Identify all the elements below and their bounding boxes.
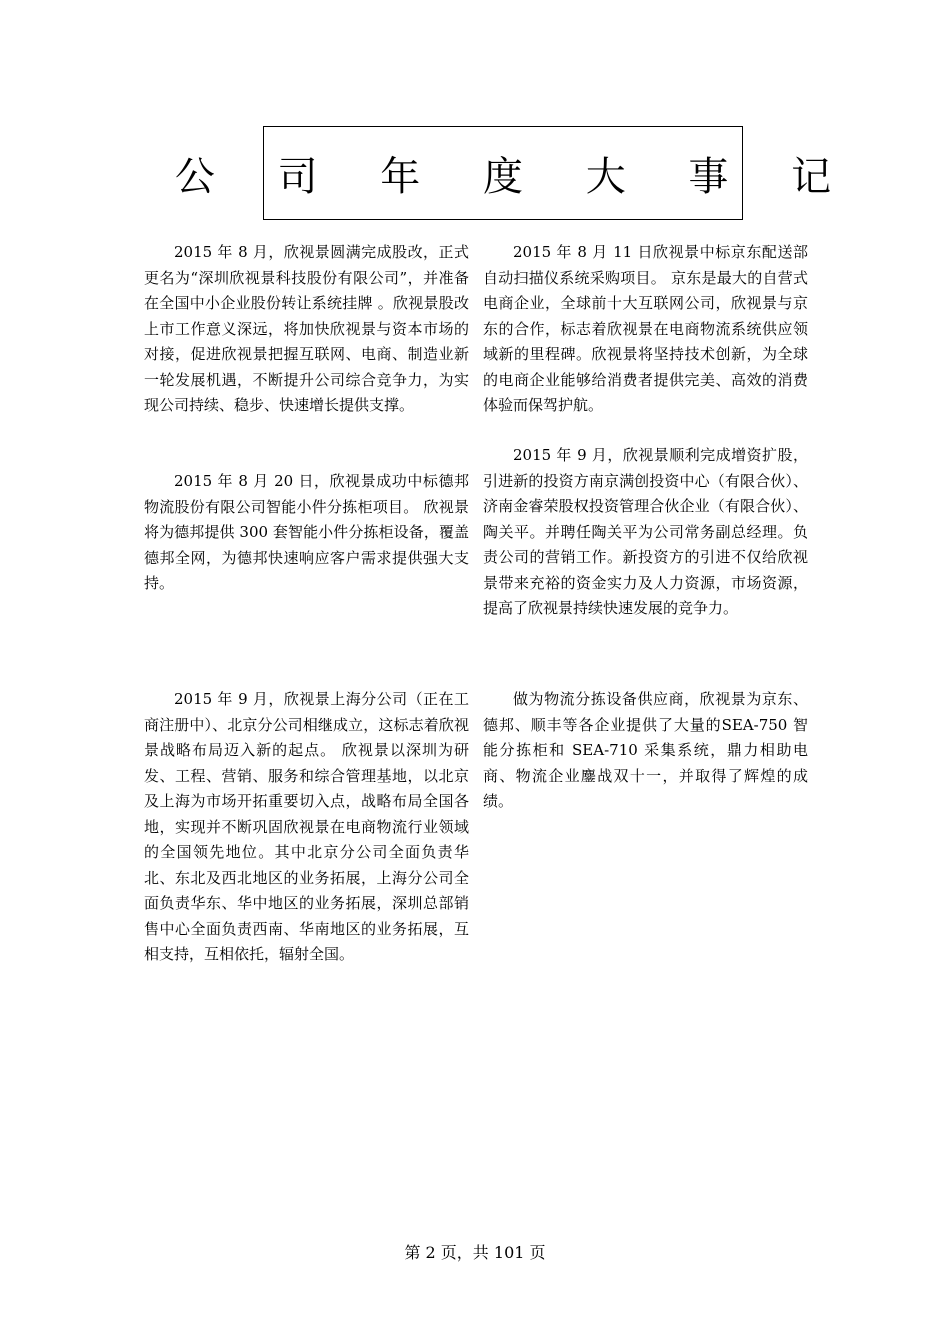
paragraph-capital-increase: 2015 年 9 月，欣视景顺利完成增资扩股，引进新的投资方南京满创投资中心（有限合伙）、济南金睿荣股权投资管理合伙企业（有限合伙）、陶关平。并聘任陶关平为公司常务副总经理。负责公司的营销工作。新投资方的引进不仅给欣视景带来充裕的资金实力及人力资源，市场资源，提高了欣视景持续快速发展的竞争力。 [483,446,808,617]
paragraph-jd-bid: 2015 年 8 月 11 日欣视景中标京东配送部自动扫描仪系统采购项目。 京东是最大的自营式电商企业，全球前十大互联网公司，欣视景与京东的合作，标志着欣视景在电商物流系统供应领域新的里程碑。欣视景将坚持技术创新，为全球的电商企业能够给消费者提供完美、高效的消费体验而保驾护航。 [483,243,808,414]
paragraph-logistics-supplier: 做为物流分拣设备供应商，欣视景为京东、德邦、顺丰等各企业提供了大量的SEA-750 智能分拣柜和 SEA-710 采集系统，鼎力相助电商、物流企业鏖战双十一，并取得了辉煌的成绩。 [483,690,808,810]
page-title: 公 司 年 度 大 事 记 [174,153,857,200]
paragraph-deppon-bid: 2015 年 8 月 20 日，欣视景成功中标德邦物流股份有限公司智能小件分拣柜项目。 欣视景将为德邦提供 300 套智能小件分拣柜设备，覆盖德邦全网，为德邦快速响应客户需求提供强大支持。 [144,472,469,592]
page-footer: 第 2 页，共 101 页 [404,1243,546,1262]
title-box [174,126,857,220]
paragraph-branch-offices: 2015 年 9 月，欣视景上海分公司（正在工商注册中）、北京分公司相继成立，这标志着欣视景战略布局迈入新的起点。 欣视景以深圳为研发、工程、营销、服务和综合管理基地，以北京及上海为市场开拓重要切入点，战略布局全国各地，实现并不断巩固欣视景在电商物流行业领域的全国领先地位。其中北京分公司全面负责华北、东北及西北地区的业务拓展，上海分公司全面负责华东、华中地区的业务拓展，深圳总部销售中心全面负责西南、华南地区的业务拓展，互相支持，互相依托，辐射全国。 [144,690,469,963]
paragraph-share-reform: 2015 年 8 月，欣视景圆满完成股改，正式更名为“深圳欣视景科技股份有限公司”，并准备在全国中小企业股份转让系统挂牌 。欣视景股改上市工作意义深远，将加快欣视景与资本市场的对接，促进欣视景把握互联网、电商、制造业新一轮发展机遇，不断提升公司综合竞争力，为实现公司持续、稳步、快速增长提供支撑。 [144,243,469,414]
